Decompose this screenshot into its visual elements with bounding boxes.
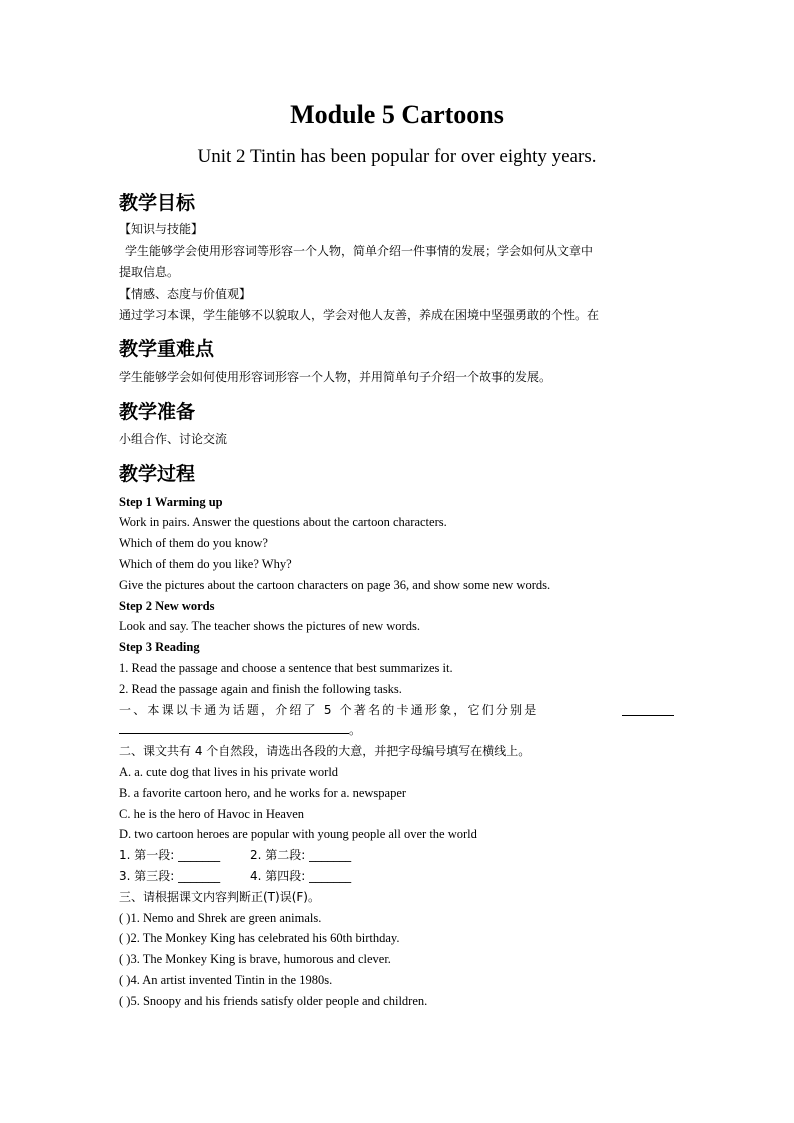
page-subtitle: Unit 2 Tintin has been popular for over eighty years. <box>197 146 597 167</box>
knowledge-line-1: 学生能够学会使用形容词等形容一个人物，简单介绍一件事情的发展；学会如何从文章中 <box>125 244 594 258</box>
step1-line: Which of them do you know? <box>119 536 268 550</box>
goals-heading: 教学目标 <box>119 192 196 214</box>
step3-line: 1. Read the passage and choose a sentence that best summarizes it. <box>119 661 453 675</box>
step3-title: Step 3 Reading <box>119 640 200 654</box>
tf-item[interactable]: ( )5. Snoopy and his friends satisfy older people and children. <box>119 994 428 1008</box>
option-item: A. a. cute dog that lives in his private world <box>119 765 339 779</box>
step1-line: Which of them do you like? Why? <box>119 557 292 571</box>
knowledge-line-2: 提取信息。 <box>119 265 180 279</box>
option-item: C. he is the hero of Havoc in Heaven <box>119 807 305 821</box>
task1-line-2 <box>119 722 361 739</box>
para-answer[interactable]: 1. 第一段: _______ <box>119 848 221 862</box>
tf-item[interactable]: ( )4. An artist invented Tintin in the 1980s. <box>119 973 333 987</box>
preparation-text: 小组合作、讨论交流 <box>119 432 228 446</box>
option-item: D. two cartoon heroes are popular with young people all over the world <box>119 827 477 841</box>
answer-blank[interactable] <box>622 704 674 716</box>
answer-blank[interactable] <box>119 722 349 734</box>
emotion-label: 【情感、态度与价值观】 <box>119 287 252 301</box>
option-item: B. a favorite cartoon hero, and he works for a. newspaper <box>119 786 407 800</box>
para-answer[interactable]: 4. 第四段: _______ <box>250 869 352 883</box>
task3-text: 三、请根据课文内容判断正(T)误(F)。 <box>119 890 320 904</box>
preparation-heading: 教学准备 <box>119 401 196 423</box>
task1-text: 一、本课以卡通为话题，介绍了 5 个著名的卡通形象，它们分别是 <box>119 703 539 717</box>
step2-title: Step 2 New words <box>119 599 215 613</box>
tf-item[interactable]: ( )3. The Monkey King is brave, humorous and clever. <box>119 952 391 966</box>
step1-line: Give the pictures about the cartoon characters on page 36, and show some new words. <box>119 578 551 592</box>
step1-title: Step 1 Warming up <box>119 495 223 509</box>
step1-line: Work in pairs. Answer the questions about the cartoon characters. <box>119 515 447 529</box>
step3-line: 2. Read the passage again and finish the following tasks. <box>119 682 402 696</box>
task2-text: 二、课文共有 4 个自然段，请选出各段的大意，并把字母编号填写在横线上。 <box>119 744 531 758</box>
tf-item[interactable]: ( )1. Nemo and Shrek are green animals. <box>119 911 322 925</box>
para-answer[interactable]: 2. 第二段: _______ <box>250 848 352 862</box>
process-heading: 教学过程 <box>119 463 196 485</box>
key-points-text: 学生能够学会如何使用形容词形容一个人物，并用简单句子介绍一个故事的发展。 <box>119 370 552 384</box>
step2-line: Look and say. The teacher shows the pictures of new words. <box>119 619 420 633</box>
para-answer[interactable]: 3. 第三段: _______ <box>119 869 221 883</box>
tf-item[interactable]: ( )2. The Monkey King has celebrated his 60th birthday. <box>119 931 400 945</box>
knowledge-label: 【知识与技能】 <box>119 222 204 236</box>
task1-line <box>119 702 674 719</box>
key-points-heading: 教学重难点 <box>119 338 215 360</box>
task1-end: 。 <box>349 723 362 737</box>
emotion-text: 通过学习本课，学生能够不以貌取人，学会对他人友善，养成在困境中坚强勇敢的个性。在 <box>119 308 600 322</box>
page-title: Module 5 Cartoons <box>290 100 504 129</box>
